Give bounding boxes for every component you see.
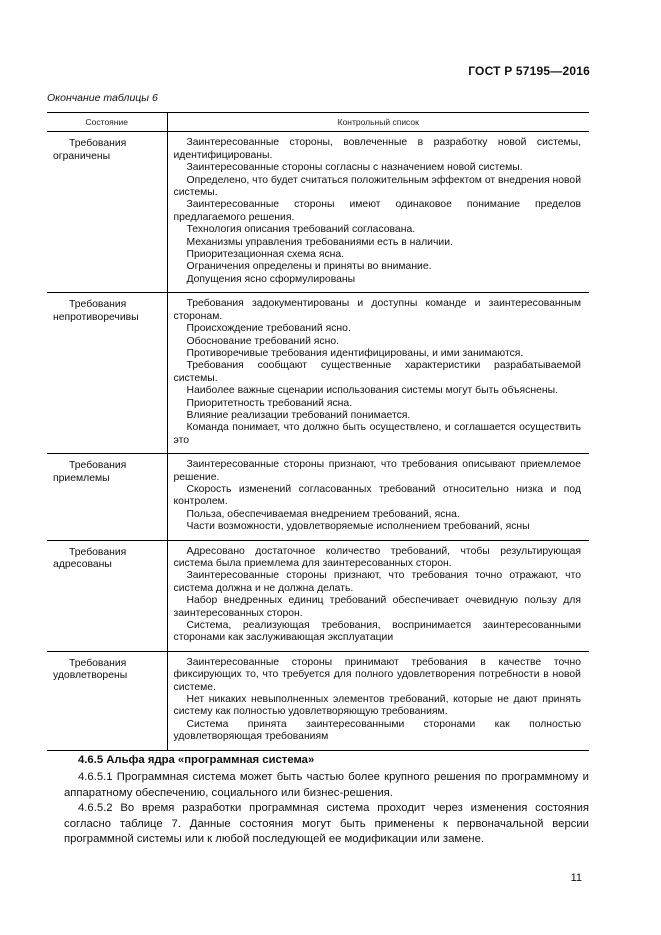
- checklist-item: Происхождение требований ясно.: [186, 323, 351, 335]
- checklist-item: Приоритезационная схема ясна.: [186, 249, 345, 261]
- checklist-item: Требования сообщают существенные характеристики разрабатываемой системы.: [173, 360, 581, 384]
- checklist-item: Обоснование требований ясно.: [186, 335, 339, 347]
- checklist-item: Команда понимает, что должно быть осуществлено, и соглашается осуществить это: [173, 422, 581, 446]
- checklist-item: Заинтересованные стороны признают, что требования точно отражают, что система должна и не должна делать.: [173, 570, 581, 594]
- standard-header: ГОСТ Р 57195—2016: [468, 64, 590, 78]
- checklist-cell: [167, 132, 589, 293]
- checklist-item: Нет никаких невыполненных элементов требований, которые не дают принять систему как полностью удовлетворяющую требованиям.: [173, 694, 581, 718]
- checklist-item: Требования задокументированы и доступны команде и заинтересованным сторонам.: [173, 298, 581, 322]
- table-row: [47, 540, 589, 651]
- checklist-item: Заинтересованные стороны имеют одинаковое понимание пределов предлагаемого решения.: [173, 199, 581, 223]
- checklist-cell: [167, 651, 589, 750]
- section-title: 4.6.5 Альфа ядра «программная система»: [78, 754, 315, 766]
- state-cell: [47, 293, 167, 454]
- state-label: Требования приемлемы: [53, 460, 127, 484]
- checklist-item: Противоречивые требования идентифицированы, и ими занимаются.: [186, 347, 524, 359]
- checklist-item: Адресовано достаточное количество требований, чтобы результирующая система была приемлема для заинтересованных сторон.: [173, 545, 581, 569]
- checklist-item: Наиболее важные сценарии использования системы могут быть объяснены.: [186, 385, 558, 397]
- checklist-item: Влияние реализации требований понимается.: [186, 409, 411, 421]
- checklist-item: Допущения ясно сформулированы: [186, 273, 356, 285]
- checklist-item: Заинтересованные стороны принимают требования в качестве точно фиксирующих то, что требуется для полного удовлетворения потребности в новой системе.: [173, 656, 581, 693]
- checklist-cell: [167, 454, 589, 540]
- table-row: [47, 651, 589, 750]
- checklist-item: Приоритетность требований ясна.: [186, 397, 353, 409]
- checklist-item: Скорость изменений согласованных требований относительно низка и под контролем.: [173, 483, 581, 508]
- paragraph-text: 4.6.5.1 Программная система может быть частью более крупного решения по программному и аппаратному обеспечению, социального или бизнес-решения.: [64, 771, 589, 799]
- checklist-item: Заинтересованные стороны, вовлеченные в разработку новой системы, идентифицированы.: [173, 137, 581, 161]
- table-row: [47, 132, 589, 293]
- checklist-item: Система, реализующая требования, воспринимается заинтересованными сторонами как заслуживающая эксплуатации: [173, 620, 581, 644]
- checklist-item: Механизмы управления требованиями есть в наличии.: [186, 236, 453, 248]
- checklist-item: Польза, обеспечиваемая внедрением требований, ясна.: [186, 508, 460, 520]
- table-header-row: [47, 113, 589, 132]
- state-label: Требования ограничены: [53, 138, 127, 162]
- section-paragraph: [64, 801, 589, 848]
- checklist-item: Части возможности, удовлетворяемые исполнением требований, ясны: [186, 521, 530, 533]
- state-cell: [47, 651, 167, 750]
- state-label: Требования адресованы: [53, 546, 127, 570]
- checklist-item: Ограничения определены и приняты во внимание.: [186, 261, 432, 273]
- table-caption: Окончание таблицы 6: [47, 92, 158, 104]
- paragraph-text: 4.6.5.2 Во время разработки программная система проходит через изменения состояния согласно таблице 7. Данные состояния могут быть применены к первоначальной версии программной системы или к любой последующей ее модификации или замене.: [64, 802, 589, 845]
- column-header-checklist: Контрольный список: [337, 117, 419, 127]
- table-row: [47, 293, 589, 454]
- checklist-item: Набор внедренных единиц требований обеспечивает очевидную пользу для заинтересованных сторон.: [173, 595, 581, 619]
- checklist-cell: [167, 293, 589, 454]
- checklist-item: Технология описания требований согласована.: [186, 224, 416, 236]
- state-cell: [47, 454, 167, 540]
- state-label: Требования удовлетворены: [53, 657, 128, 682]
- state-label: Требования непротиворечивы: [53, 299, 139, 323]
- checklist-item: Определено, что будет считаться положительным эффектом от внедрения новой системы.: [173, 174, 582, 199]
- table-row: [47, 454, 589, 540]
- column-header-state: Состояние: [47, 113, 167, 132]
- state-cell: [47, 540, 167, 651]
- section-paragraph: [64, 770, 589, 801]
- checklist-cell: [167, 540, 589, 651]
- state-cell: [47, 132, 167, 293]
- checklist-item: Заинтересованные стороны согласны с назначением новой системы.: [186, 162, 523, 174]
- checklist-table: [47, 112, 589, 751]
- checklist-item: Заинтересованные стороны признают, что требования описывают приемлемое решение.: [173, 459, 581, 483]
- page-number: 11: [570, 872, 582, 884]
- checklist-item: Система принята заинтересованными сторонами как полностью удовлетворяющая требованиям: [173, 718, 581, 743]
